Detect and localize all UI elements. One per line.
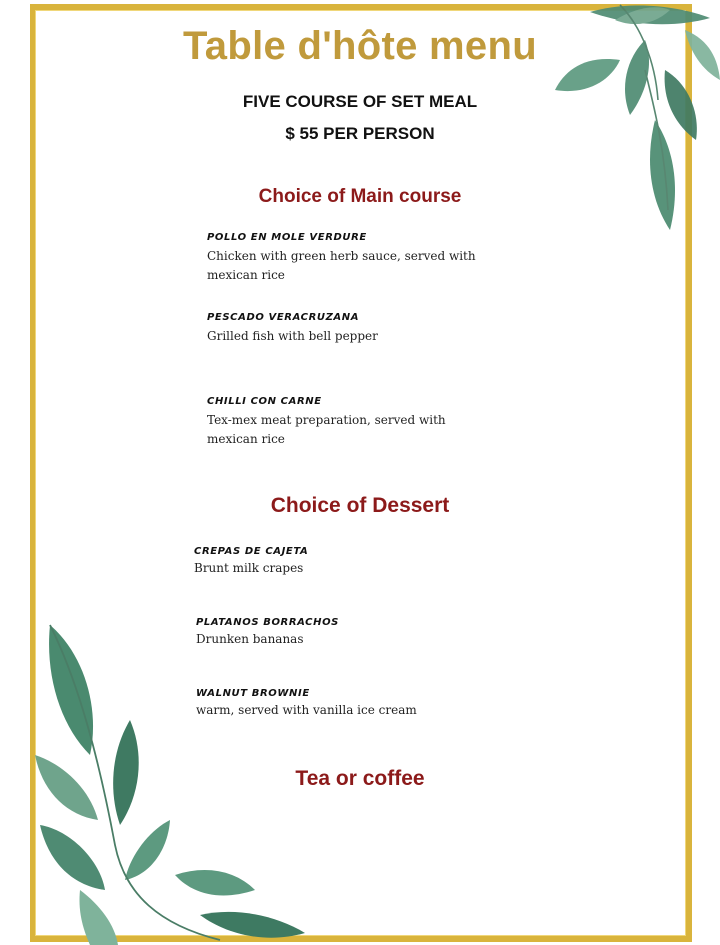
main-item-desc-line: mexican rice (207, 268, 285, 282)
main-item (207, 232, 476, 285)
dessert-item-name: CREPAS DE CAJETA (194, 546, 309, 557)
dessert-item-desc: Brunt milk crapes (194, 561, 304, 575)
dessert-item-name: PLATANOS BORRACHOS (196, 617, 339, 628)
main-item-desc-line: Chicken with green herb sauce, served with (207, 249, 476, 263)
tea-coffee-heading: Tea or coffee (295, 767, 425, 790)
dessert-item (196, 688, 417, 720)
main-item-desc (207, 327, 378, 346)
dessert-item-name: WALNUT BROWNIE (196, 688, 310, 699)
dessert-item-desc: warm, served with vanilla ice cream (196, 703, 417, 717)
dessert-item-desc: Drunken bananas (196, 632, 304, 646)
main-item-name: CHILLI CON CARNE (207, 396, 322, 407)
dessert-item (196, 617, 339, 649)
main-item-desc-line: Grilled fish with bell pepper (207, 329, 378, 343)
menu-subtitle: FIVE COURSE OF SET MEAL (242, 92, 478, 111)
main-item (207, 396, 446, 449)
main-item (207, 312, 378, 346)
menu-title: Table d'hôte menu (183, 24, 537, 68)
main-item-desc-line: mexican rice (207, 432, 285, 446)
main-item-name: PESCADO VERACRUZANA (207, 312, 360, 323)
menu-price: $ 55 PER PERSON (285, 124, 435, 143)
main-course-heading: Choice of Main course (258, 186, 462, 207)
main-item-desc-line: Tex-mex meat preparation, served with (207, 413, 446, 427)
main-item-name: POLLO EN MOLE VERDURE (207, 232, 367, 243)
dessert-item (194, 546, 308, 578)
main-item-desc (207, 247, 476, 285)
main-item-desc (207, 411, 446, 449)
dessert-heading: Choice of Dessert (270, 494, 450, 517)
